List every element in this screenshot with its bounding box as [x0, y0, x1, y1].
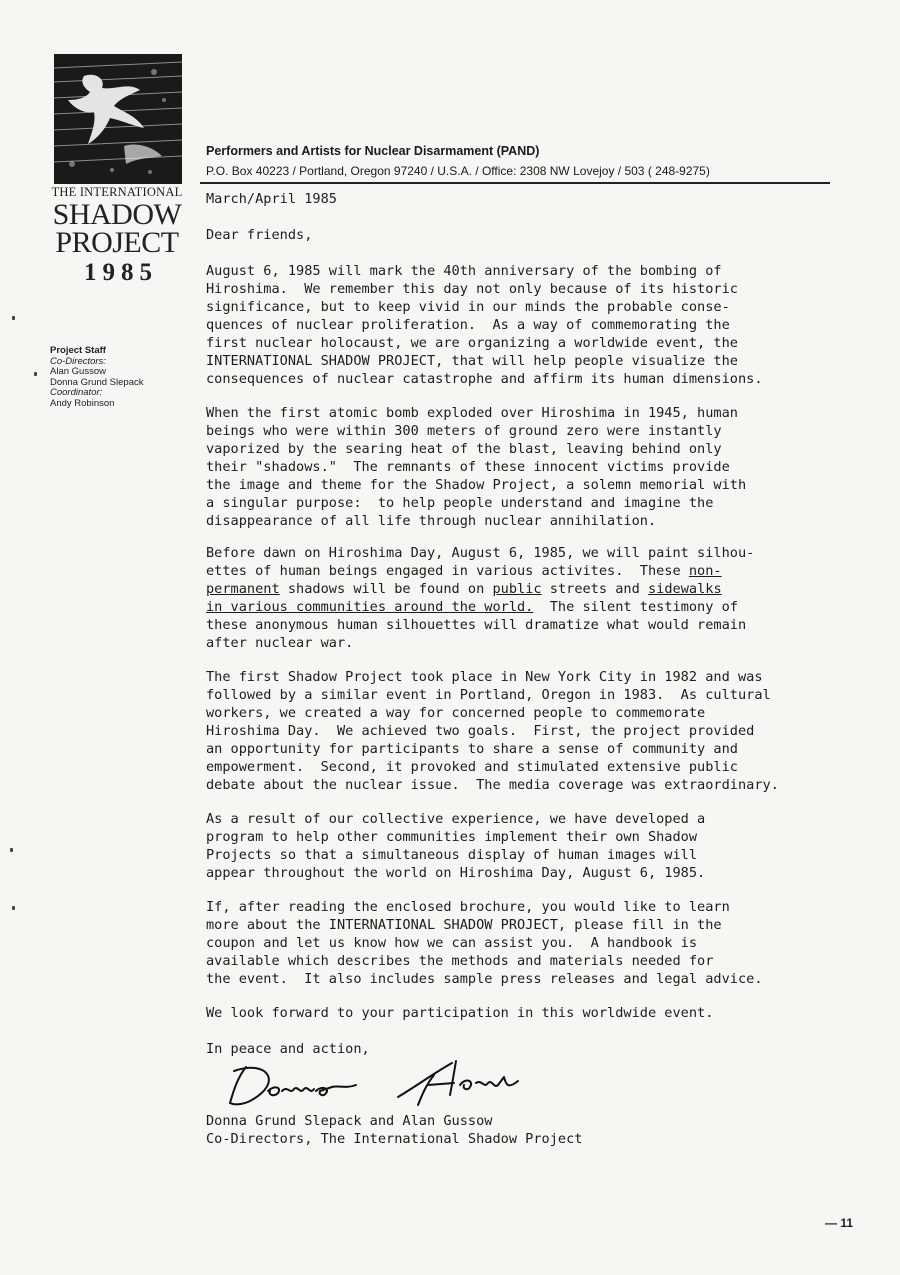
project-staff — [50, 346, 143, 409]
logo-line-international: THE INTERNATIONAL — [51, 185, 183, 199]
paragraph-5: As a result of our collective experience, we have developed a program to help other communities implement their own Shadow Projects so that a simultaneous display of human images will appear throughout the world on Hiroshima Day, August 6, 1985. — [206, 811, 706, 881]
logo-line-shadow: SHADOW — [52, 198, 182, 231]
scan-speck — [12, 906, 15, 910]
p3-underline-5: in various communities around the world. — [206, 599, 534, 615]
letterhead — [206, 144, 710, 178]
coordinator-label: Coordinator: — [50, 387, 103, 398]
coordinator-name: Andy Robinson — [50, 397, 115, 409]
codirector-2: Donna Grund Slepack — [50, 376, 144, 388]
scan-speck — [10, 848, 13, 852]
paragraph-3 — [206, 544, 754, 652]
codirectors-label: Co-Directors: — [50, 355, 106, 367]
signer-title: Co-Directors, The International Shadow Project — [206, 1131, 583, 1147]
p3-text-d: The silent testimony of these anonymous human silhouettes will dramatize what would remain after nuclear war. — [206, 599, 747, 651]
paragraph-1: August 6, 1985 will mark the 40th anniversary of the bombing of Hiroshima. We remember this day not only because of its historic significance, but to keep vivid in our minds the probable conse- quences of nuclear proliferation. As a way of commemorating the first nuclear holocaust, we are organizing a worldwide event, the INTERNATIONAL SHADOW PROJECT, that will help people visualize the consequences of nuclear catastrophe and affirm its human dimensions. — [206, 263, 763, 387]
p3-underline-3: public — [492, 581, 542, 597]
scan-speck — [12, 316, 15, 320]
staff-heading: Project Staff — [50, 345, 106, 356]
org-name: Performers and Artists for Nuclear Disarmament (PAND) — [206, 144, 540, 158]
header-rule — [200, 182, 830, 184]
shadow-silhouette-image — [54, 54, 182, 184]
signatures — [228, 1055, 558, 1114]
logo-wordmark — [46, 186, 188, 287]
logo-photo — [54, 54, 182, 184]
p3-underline-4: sidewalks — [647, 581, 722, 597]
p3-text-c: streets and — [541, 581, 648, 597]
paragraph-6: If, after reading the enclosed brochure, you would like to learn more about the INTERNATIONAL SHADOW PROJECT, please fill in the coupon and let us know how we can assist you. A handbook is available which describes the methods and materials needed for the event. It also includes sample press releases and legal advice. — [206, 899, 763, 987]
salutation: Dear friends, — [206, 227, 313, 243]
logo-line-project: PROJECT — [55, 226, 179, 259]
letter-date: March/April 1985 — [206, 191, 337, 207]
p3-text-b: shadows will be found on — [279, 581, 493, 597]
p3-underline-2: permanent — [206, 581, 280, 597]
paragraph-4: The first Shadow Project took place in New York City in 1982 and was followed by a similar event in Portland, Oregon in 1983. As cultural workers, we created a way for concerned people to commemorate Hiroshima Day. We achieved two goals. First, the project provided an opportunity for participants to share a sense of community and empowerment. Second, it provoked and stimulated extensive public debate about the nuclear issue. The media coverage was extraordinary. — [206, 669, 779, 793]
page-number: — 11 — [825, 1216, 854, 1230]
handwritten-signatures — [228, 1055, 558, 1110]
org-address: P.O. Box 40223 / Portland, Oregon 97240 / U.S.A. / Office: 2308 NW Lovejoy / 503 ( 248-9275) — [206, 164, 710, 178]
p3-underline-1: non- — [688, 563, 722, 579]
paragraph-7: We look forward to your participation in this worldwide event. — [206, 1005, 714, 1021]
signer-names: Donna Grund Slepack and Alan Gussow — [206, 1113, 493, 1129]
scan-speck — [34, 372, 37, 376]
paragraph-2: When the first atomic bomb exploded over Hiroshima in 1945, human beings who were within 300 meters of ground zero were instantly vaporized by the searing heat of the blast, leaving behind only their "shadows." The remnants of these innocent victims provide the image and theme for the Shadow Project, a solemn memorial with a singular purpose: to help people understand and imagine the disappearance of all life through nuclear annihilation. — [206, 405, 747, 529]
codirector-1: Alan Gussow — [50, 366, 106, 377]
closing: In peace and action, — [206, 1041, 370, 1057]
p3-text-a: Before dawn on Hiroshima Day, August 6, 1985, we will paint silhou- ettes of human beings engaged in various activites. These — [206, 545, 755, 579]
logo-year: 1985 — [84, 259, 158, 286]
